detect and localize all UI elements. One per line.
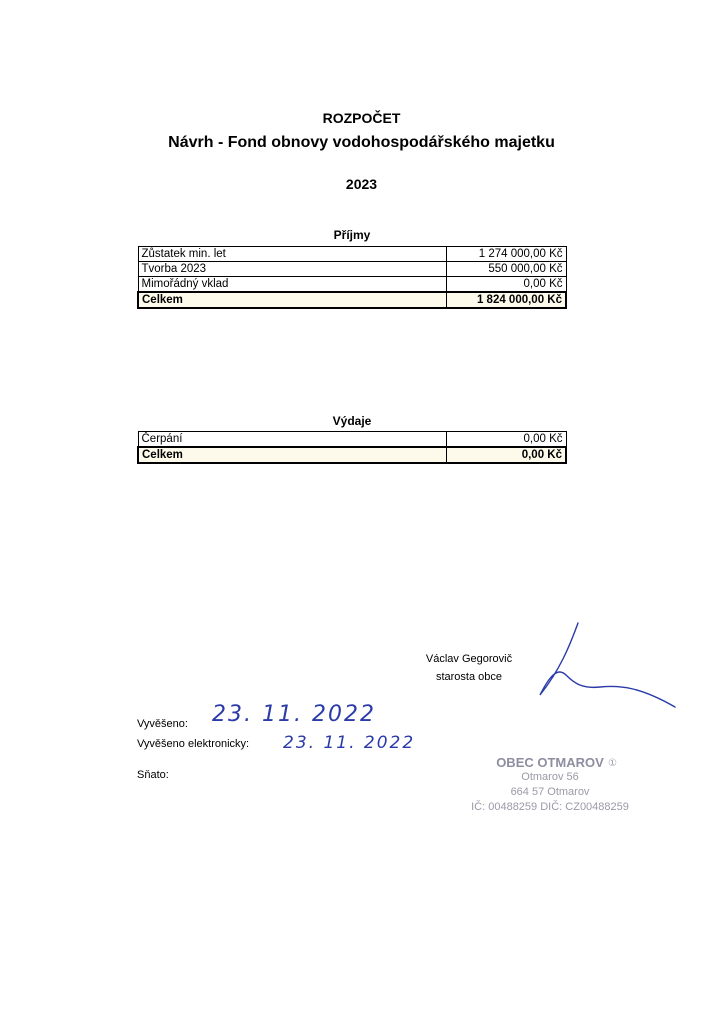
posted-electronic-label: Vyvěšeno elektronicky: (137, 738, 250, 750)
stamp-ids: IČ: 00488259 DIČ: CZ00488259 (471, 801, 629, 813)
row-label: Zůstatek min. let (138, 247, 447, 262)
row-amount: 0,00 Kč (447, 432, 567, 448)
row-label: Mimořádný vklad (138, 277, 447, 293)
total-label: Celkem (138, 447, 447, 463)
removed-label: Sňato: (137, 769, 169, 781)
stamp-city: 664 57 Otmarov (510, 786, 590, 798)
signer-block (404, 650, 534, 686)
stamp-mark: ① (608, 758, 617, 769)
document-subtitle: Návrh - Fond obnovy vodohospodářského majetku (168, 134, 555, 151)
row-amount: 1 274 000,00 Kč (447, 247, 567, 262)
table-row (138, 262, 566, 277)
expense-table (137, 431, 567, 464)
expense-total-row (138, 447, 566, 463)
budget-year: 2023 (345, 176, 378, 192)
signer-role: starosta obce (435, 671, 503, 683)
table-row (138, 432, 566, 448)
row-label: Tvorba 2023 (138, 262, 447, 277)
handwritten-signature (530, 615, 680, 715)
document-title: ROZPOČET (322, 110, 401, 126)
official-stamp (450, 755, 650, 815)
income-total-row (138, 292, 566, 308)
total-label: Celkem (138, 292, 447, 308)
stamp-street: Otmarov 56 (521, 771, 579, 783)
row-amount: 0,00 Kč (447, 277, 567, 293)
row-amount: 550 000,00 Kč (447, 262, 567, 277)
signer-name: Václav Gegorovič (425, 653, 513, 665)
row-label: Čerpání (138, 432, 447, 448)
table-row (138, 247, 566, 262)
posted-electronic-date: 23. 11. 2022 (283, 733, 416, 753)
total-amount: 1 824 000,00 Kč (447, 292, 567, 308)
income-table (137, 246, 567, 309)
stamp-name: OBEC OTMAROV (496, 755, 604, 770)
total-amount: 0,00 Kč (447, 447, 567, 463)
posted-date: 23. 11. 2022 (212, 702, 376, 727)
table-row (138, 277, 566, 293)
income-caption: Příjmy (333, 228, 371, 242)
posted-label: Vyvěšeno: (137, 718, 188, 730)
expense-caption: Výdaje (332, 414, 372, 428)
